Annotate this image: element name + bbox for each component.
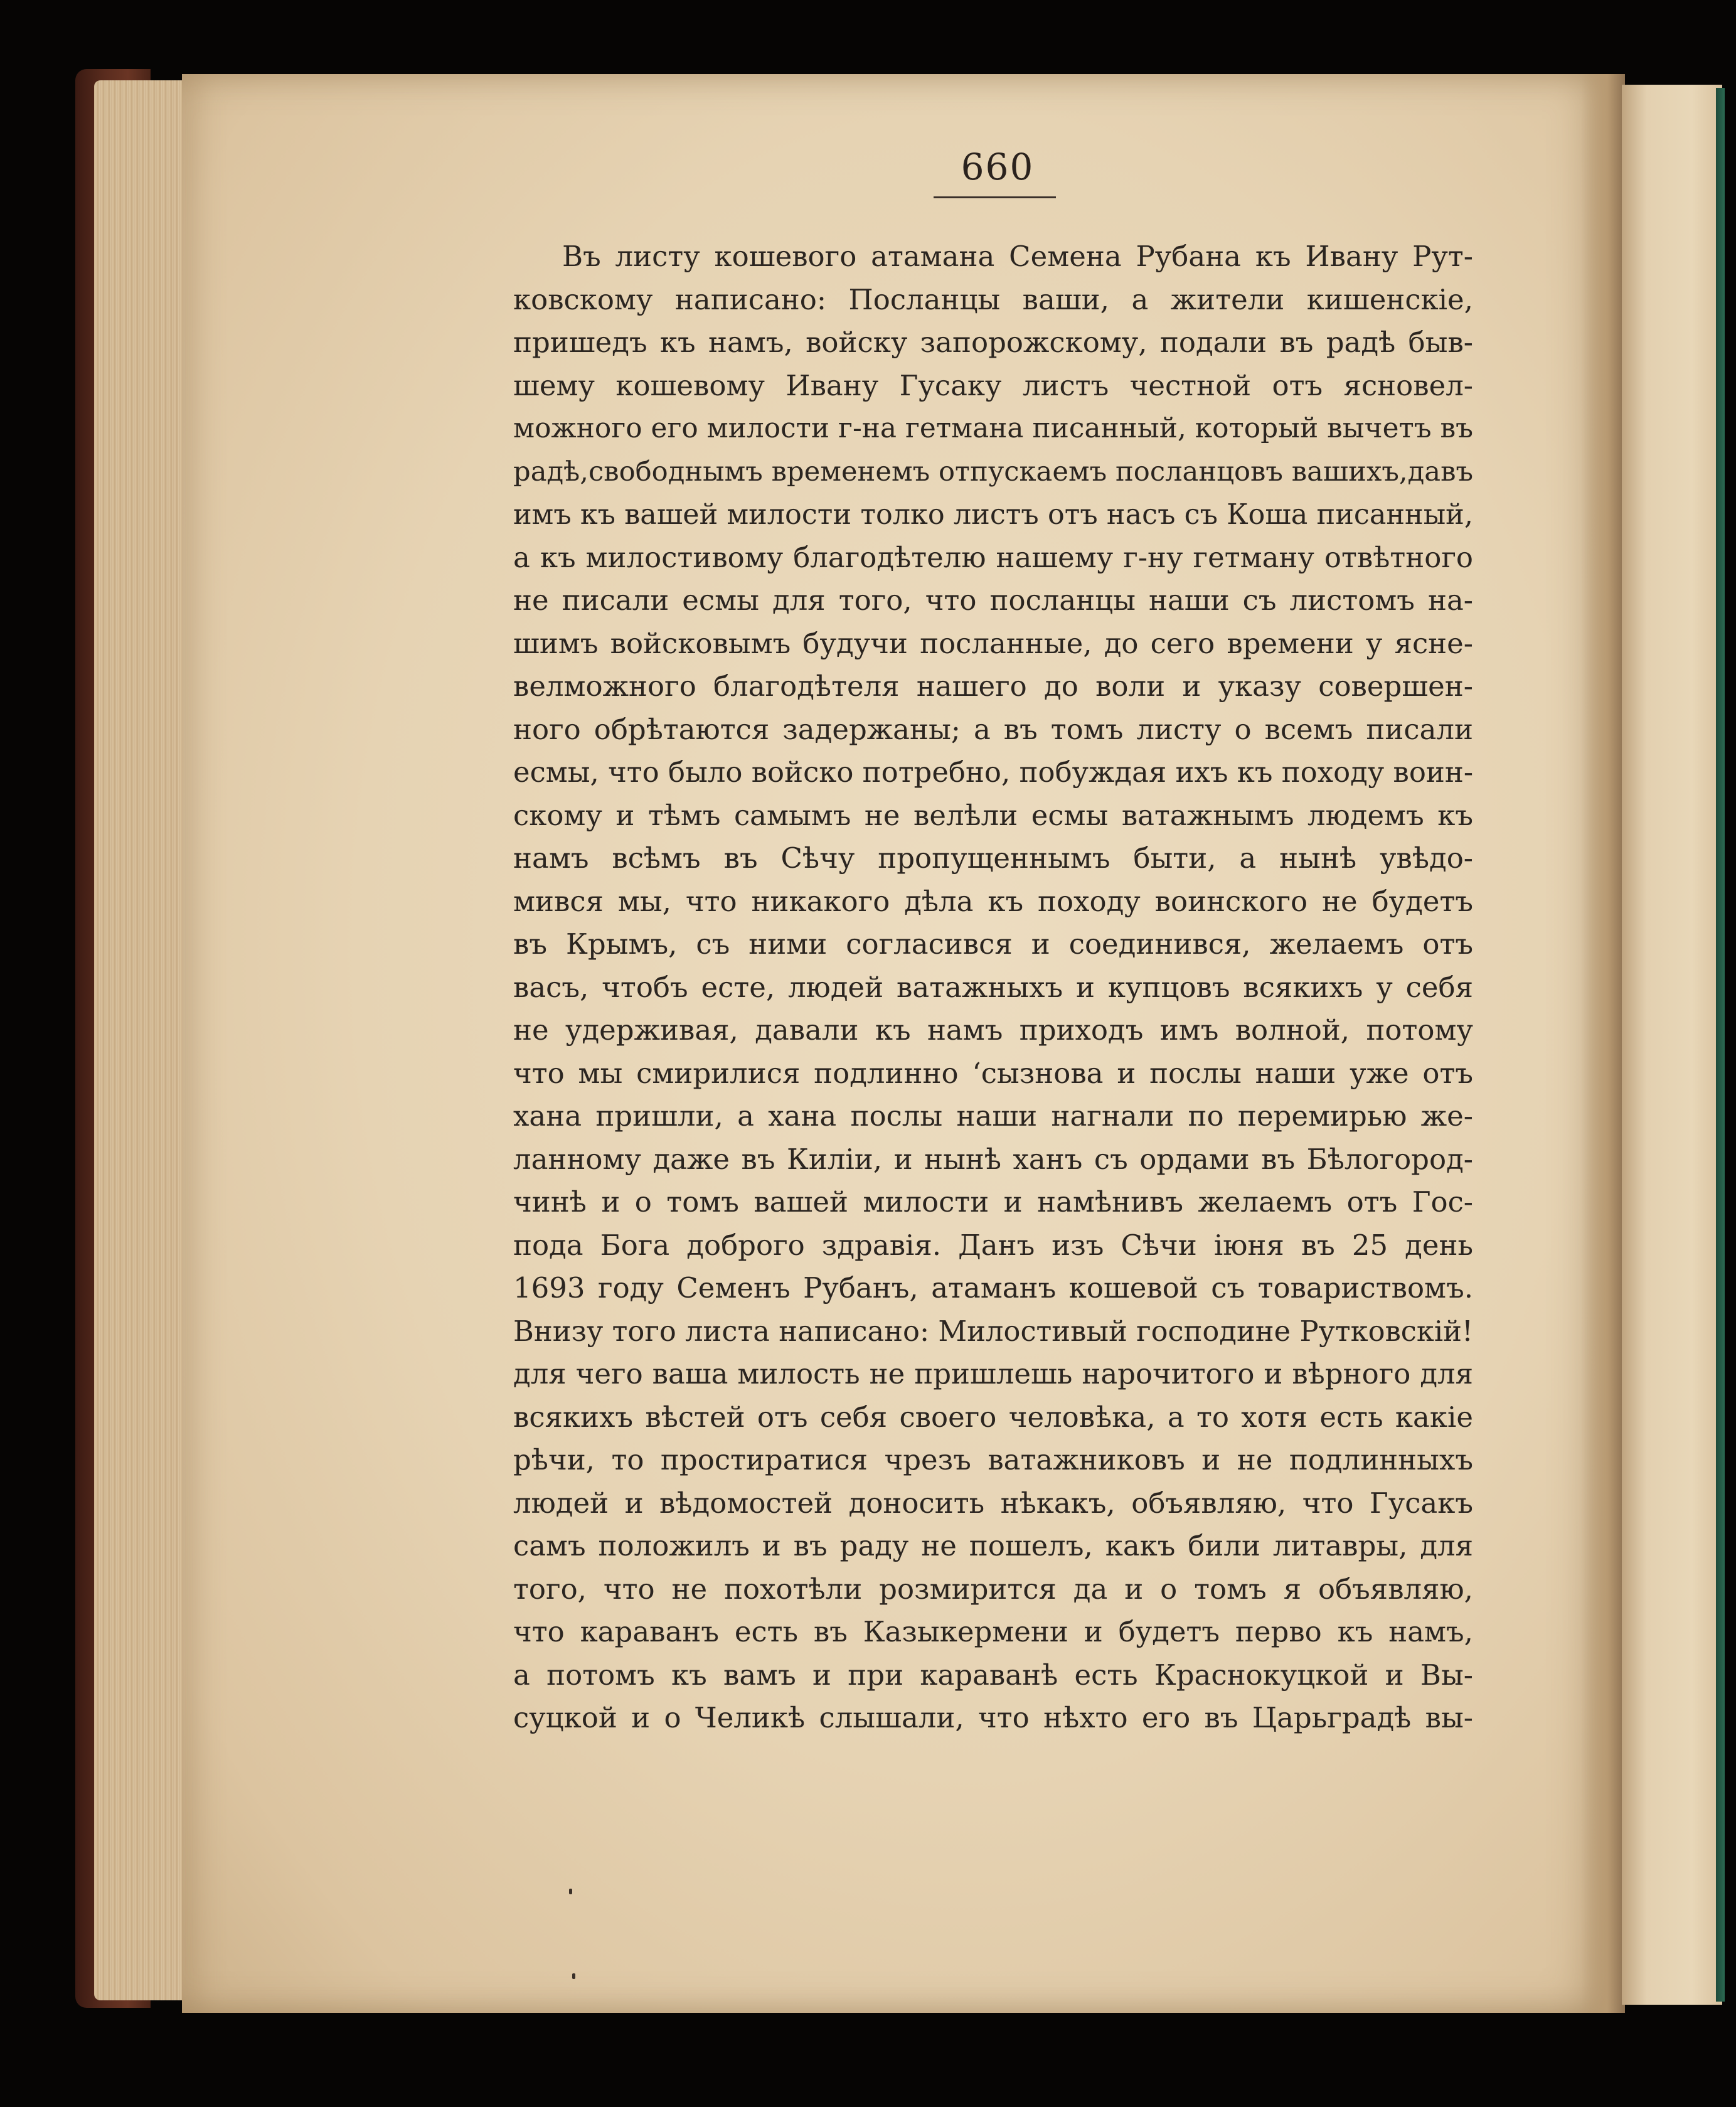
text-line: скому и тѣмъ самымъ не велѣли есмы ватажнымъ людемъ къ <box>513 798 1473 832</box>
text-line: мився мы, что никакого дѣла къ походу воинского не будетъ <box>513 884 1473 918</box>
header-rule <box>934 196 1056 198</box>
text-line: шему кошевому Ивану Гусаку листъ честной отъ ясновел- <box>513 368 1473 402</box>
page-gutter-shadow <box>1581 74 1625 2013</box>
text-line: хана пришли, а хана послы наши нагнали по перемирью же- <box>513 1099 1473 1133</box>
text-line: не писали есмы для того, что посланцы наши съ листомъ на- <box>513 584 1473 617</box>
text-line: можного его милости г-на гетмана писанный, который вычетъ въ <box>513 412 1473 444</box>
facing-page-edge <box>1622 85 1722 2005</box>
text-line: не удерживая, давали къ намъ приходъ имъ волной, потому <box>513 1013 1473 1047</box>
text-line: чинѣ и о томъ вашей милости и намѣнивъ желаемъ отъ Гос- <box>513 1185 1473 1219</box>
text-line: ланному даже въ Киліи, и нынѣ ханъ съ ордами въ Бѣлогород- <box>513 1142 1473 1176</box>
text-line: радѣ,свободнымъ временемъ отпускаемъ посланцовъ вашихъ,давъ <box>513 456 1473 488</box>
text-line: велможного благодѣтеля нашего до воли и указу совершен- <box>513 669 1473 703</box>
text-line: рѣчи, то простиратися чрезъ ватажниковъ и не подлинныхъ <box>513 1443 1473 1476</box>
text-line: шимъ войсковымъ будучи посланные, до сего времени у ясне- <box>513 626 1473 660</box>
text-line: для чего ваша милость не пришлешь нарочитого и вѣрного для <box>513 1357 1473 1390</box>
ink-speck <box>569 1889 572 1894</box>
green-cover-edge <box>1716 88 1725 2002</box>
text-line: что караванъ есть въ Казыкермени и будетъ перво къ намъ, <box>513 1615 1473 1648</box>
text-line: а потомъ къ вамъ и при караванѣ есть Краснокуцкой и Вы- <box>513 1658 1473 1692</box>
ink-speck <box>572 1973 575 1979</box>
text-line: что мы смирилися подлинно ʻсызнова и послы наши уже отъ <box>513 1056 1473 1090</box>
text-line: того, что не похотѣли розмирится да и о томъ я объявляю, <box>513 1572 1473 1606</box>
text-line: пришедъ къ намъ, войску запорожскому, подали въ радѣ быв- <box>513 326 1473 359</box>
text-line: ного обрѣтаются задержаны; а въ томъ листу о всемъ писали <box>513 712 1473 746</box>
page-number: 660 <box>961 146 1035 188</box>
text-line: всякихъ вѣстей отъ себя своего человѣка, а то хотя есть какіе <box>513 1400 1473 1434</box>
text-line: васъ, чтобъ есте, людей ватажныхъ и купцовъ всякихъ у себя <box>513 970 1473 1004</box>
text-line: Внизу того листа написано: Милостивый господине Рутковскій! <box>513 1314 1473 1348</box>
text-line: имъ къ вашей милости толко листъ отъ насъ съ Коша писанный, <box>513 498 1473 531</box>
text-line: есмы, что было войско потребно, побуждая ихъ къ походу воин- <box>513 755 1473 789</box>
text-line: пода Бога доброго здравія. Данъ изъ Сѣчи іюня въ 25 день <box>513 1228 1473 1262</box>
text-line: а къ милостивому благодѣтелю нашему г-ну гетману отвѣтного <box>513 540 1473 574</box>
text-line: 1693 году Семенъ Рубанъ, атаманъ кошевой съ товариствомъ. <box>513 1271 1473 1304</box>
text-line: самъ положилъ и въ раду не пошелъ, какъ били литавры, для <box>513 1529 1473 1562</box>
text-line: намъ всѣмъ въ Сѣчу пропущеннымъ быти, а нынѣ увѣдо- <box>513 841 1473 875</box>
text-line: суцкой и о Челикѣ слышали, что нѣхто его въ Царьградѣ вы- <box>513 1701 1473 1734</box>
text-line: ковскому написано: Посланцы ваши, а жители кишенскіе, <box>513 282 1473 316</box>
text-line: Въ листу кошевого атамана Семена Рубана къ Ивану Рут- <box>562 240 1473 273</box>
body-text <box>513 235 1473 1740</box>
text-line: въ Крымъ, съ ними согласився и соединився, желаемъ отъ <box>513 927 1473 961</box>
text-line: людей и вѣдомостей доносить нѣкакъ, объявляю, что Гусакъ <box>513 1486 1473 1520</box>
